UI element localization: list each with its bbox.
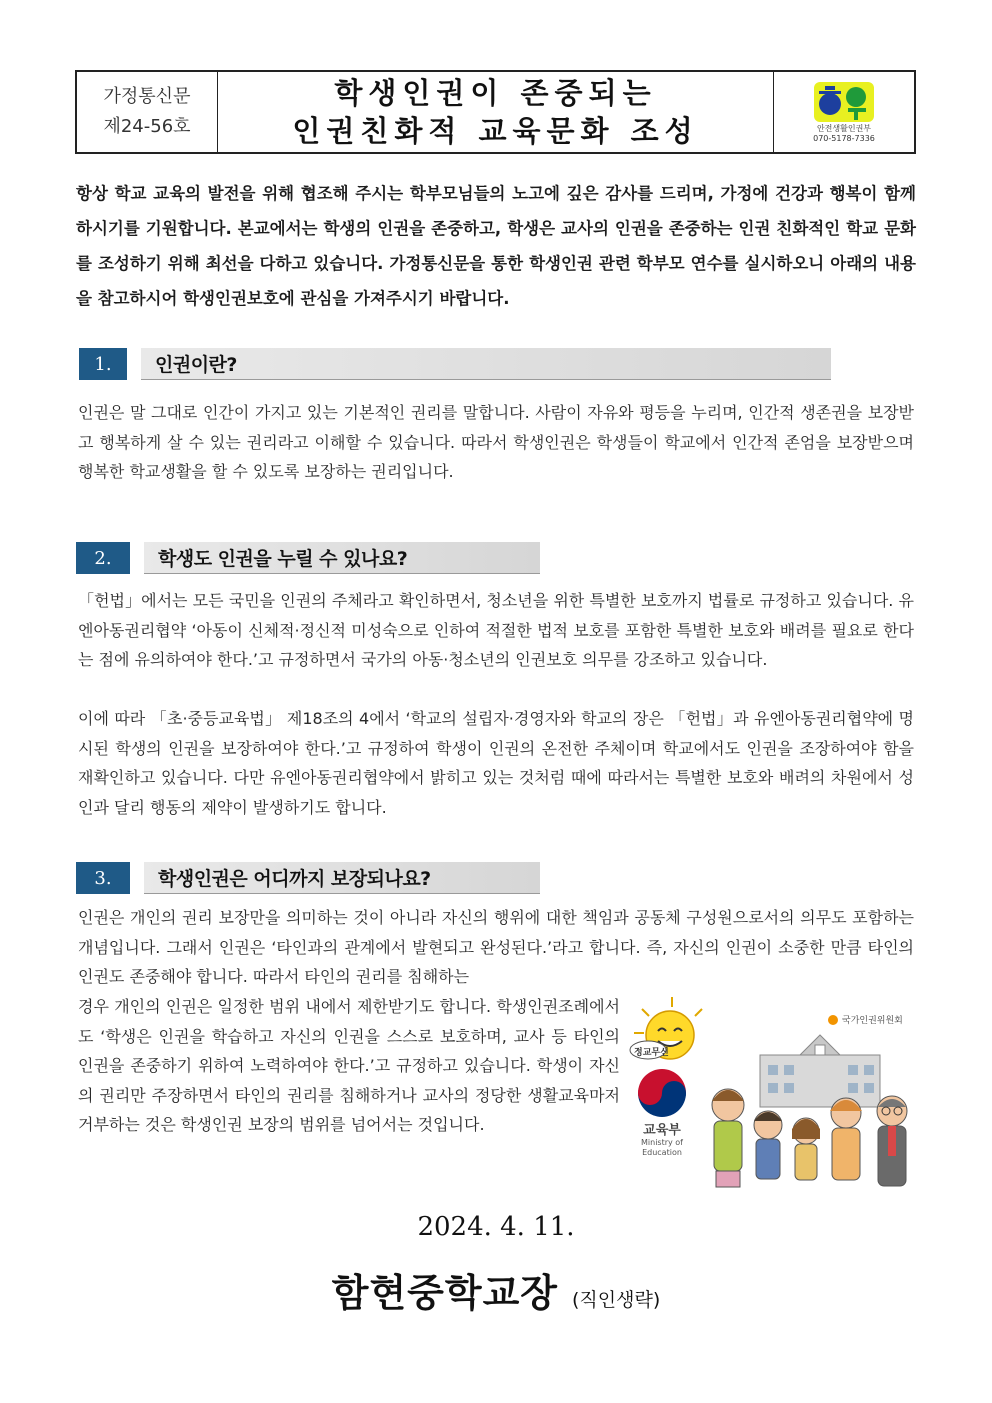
- section-1-header: [79, 348, 831, 380]
- header-box: [75, 70, 916, 154]
- illustration-scene-icon: [620, 995, 920, 1207]
- human-rights-commission-logo: [828, 1013, 903, 1026]
- section-1-number: 1.: [79, 348, 127, 380]
- section-2-number: 2.: [76, 542, 130, 574]
- notice-number: 제24-56호: [103, 116, 191, 137]
- section-3-title: 학생인권은 어디까지 보장되나요?: [144, 862, 540, 894]
- ministry-logo: [626, 1119, 698, 1158]
- section-1-title: 인권이란?: [141, 348, 831, 380]
- illustration: [620, 995, 920, 1207]
- title-line-1: 학생인권이 존중되는: [334, 76, 657, 110]
- commission-label: 국가인권위원회: [842, 1016, 903, 1026]
- logo-caption-phone: 070-5178-7336: [813, 134, 875, 143]
- ministry-name-kor: 교육부: [643, 1123, 681, 1138]
- intro-paragraph: 항상 학교 교육의 발전을 위해 협조해 주시는 학부모님들의 노고에 깊은 감사를 드리며, 가정에 건강과 행복이 함께 하시기를 기원합니다. 본교에서는 학생의 인권을 존중하고, 학생은 교사의 인권을 존중하는 인권 친화적인 학교 문화를 조성하기 위해 최선을 다하고 있습니다. 가정통신문을 통한 학생인권 관련 학부모 연수를 실시하오니 아래의 내용을 참고하시어 학생인권보호에 관심을 가져주시기 바랍니다.: [76, 184, 916, 308]
- department-logo-icon: [812, 80, 876, 124]
- section-3-number: 3.: [76, 862, 130, 894]
- ministry-name-eng-1: Ministry of: [641, 1138, 683, 1147]
- ministry-name-eng-2: Education: [642, 1148, 682, 1157]
- section-2-title: 학생도 인권을 누릴 수 있나요?: [144, 542, 540, 574]
- seal-note: (직인생략): [572, 1289, 661, 1311]
- section-2-paragraph-2: 이에 따라 「초·중등교육법」 제18조의 4에서 ‘학교의 설립자·경영자와 학교의 장은 「헌법」과 유엔아동권리협약에 명시된 학생의 인권을 보장하여야 한다.’고 규정하여 학생이 인권의 온전한 주체이며 학교에서도 인권을 조장하여야 함을 재확인하고 있습니다. 다만 유엔아동권리협약에서 밝히고 있는 것처럼 때에 따라서는 특별한 보호와 배려의 차원에서 성인과 달리 행동의 제약이 발생하기도 합니다.: [78, 709, 914, 817]
- commission-icon: [828, 1015, 838, 1025]
- section-3-paragraph-1: 인권은 개인의 권리 보장만을 의미하는 것이 아니라 자신의 행위에 대한 책임과 공동체 구성원으로서의 의무도 포함하는 개념입니다. 그래서 인권은 ‘타인과의 관계에서 발현되고 완성된다.’라고 합니다. 즉, 자신의 인권이 소중한 만큼 타인의 인권도 존중해야 합니다. 따라서 타인의 권리를 침해하는: [78, 908, 914, 986]
- title-line-2: 인권친화적 교육문화 조성: [292, 114, 699, 148]
- signer-name: 함현중학교장: [331, 1270, 558, 1315]
- issue-date: 2024. 4. 11.: [417, 1212, 575, 1242]
- signer: [0, 1262, 992, 1317]
- section-2-paragraph-1: 「헌법」에서는 모든 국민을 인권의 주체라고 확인하면서, 청소년을 위한 특별한 보호까지 법률로 규정하고 있습니다. 유엔아동권리협약 ‘아동이 신체적·정신적 미성숙으로 인하여 적절한 법적 보호를 포함한 특별한 보호와 배려를 필요로 한다는 점에 유의하여야 한다.’고 규정하면서 국가의 아동·청소년의 인권보호 의무를 강조하고 있습니다.: [78, 591, 914, 669]
- page-title: [218, 72, 774, 152]
- section-3-header: [76, 862, 540, 894]
- section-3-paragraph-2: 경우 개인의 인권은 일정한 범위 내에서 제한받기도 합니다. 학생인권조례에서도 ‘학생은 인권을 학습하고 자신의 인권을 스스로 보호하며, 교사 등 타인의 인권을 존중하기 위하여 노력하여야 한다.’고 규정하고 있습니다. 학생이 자신의 권리만 주장하면서 타인의 권리를 침해하거나 교사의 정당한 생활교육마저 거부하는 것은 학생인권 보장의 범위를 넘어서는 것입니다.: [78, 997, 620, 1134]
- section-2-header: [76, 542, 540, 574]
- department-logo-cell: [774, 72, 914, 152]
- logo-caption-department: 안전생활인권부: [816, 124, 872, 133]
- notice-label: 가정통신문: [103, 86, 191, 107]
- notice-number-cell: [77, 72, 218, 152]
- section-1-paragraph: 인권은 말 그대로 인간이 가지고 있는 기본적인 권리를 말합니다. 사람이 자유와 평등을 누리며, 인간적 생존권을 보장받고 행복하게 살 수 있는 권리라고 이해할 수 있습니다. 따라서 학생인권은 학생들이 학교에서 인간적 존엄을 보장받으며 행복한 학교생활을 할 수 있도록 보장하는 권리입니다.: [78, 403, 914, 481]
- sun-badge-text: 정교무신: [634, 1048, 669, 1058]
